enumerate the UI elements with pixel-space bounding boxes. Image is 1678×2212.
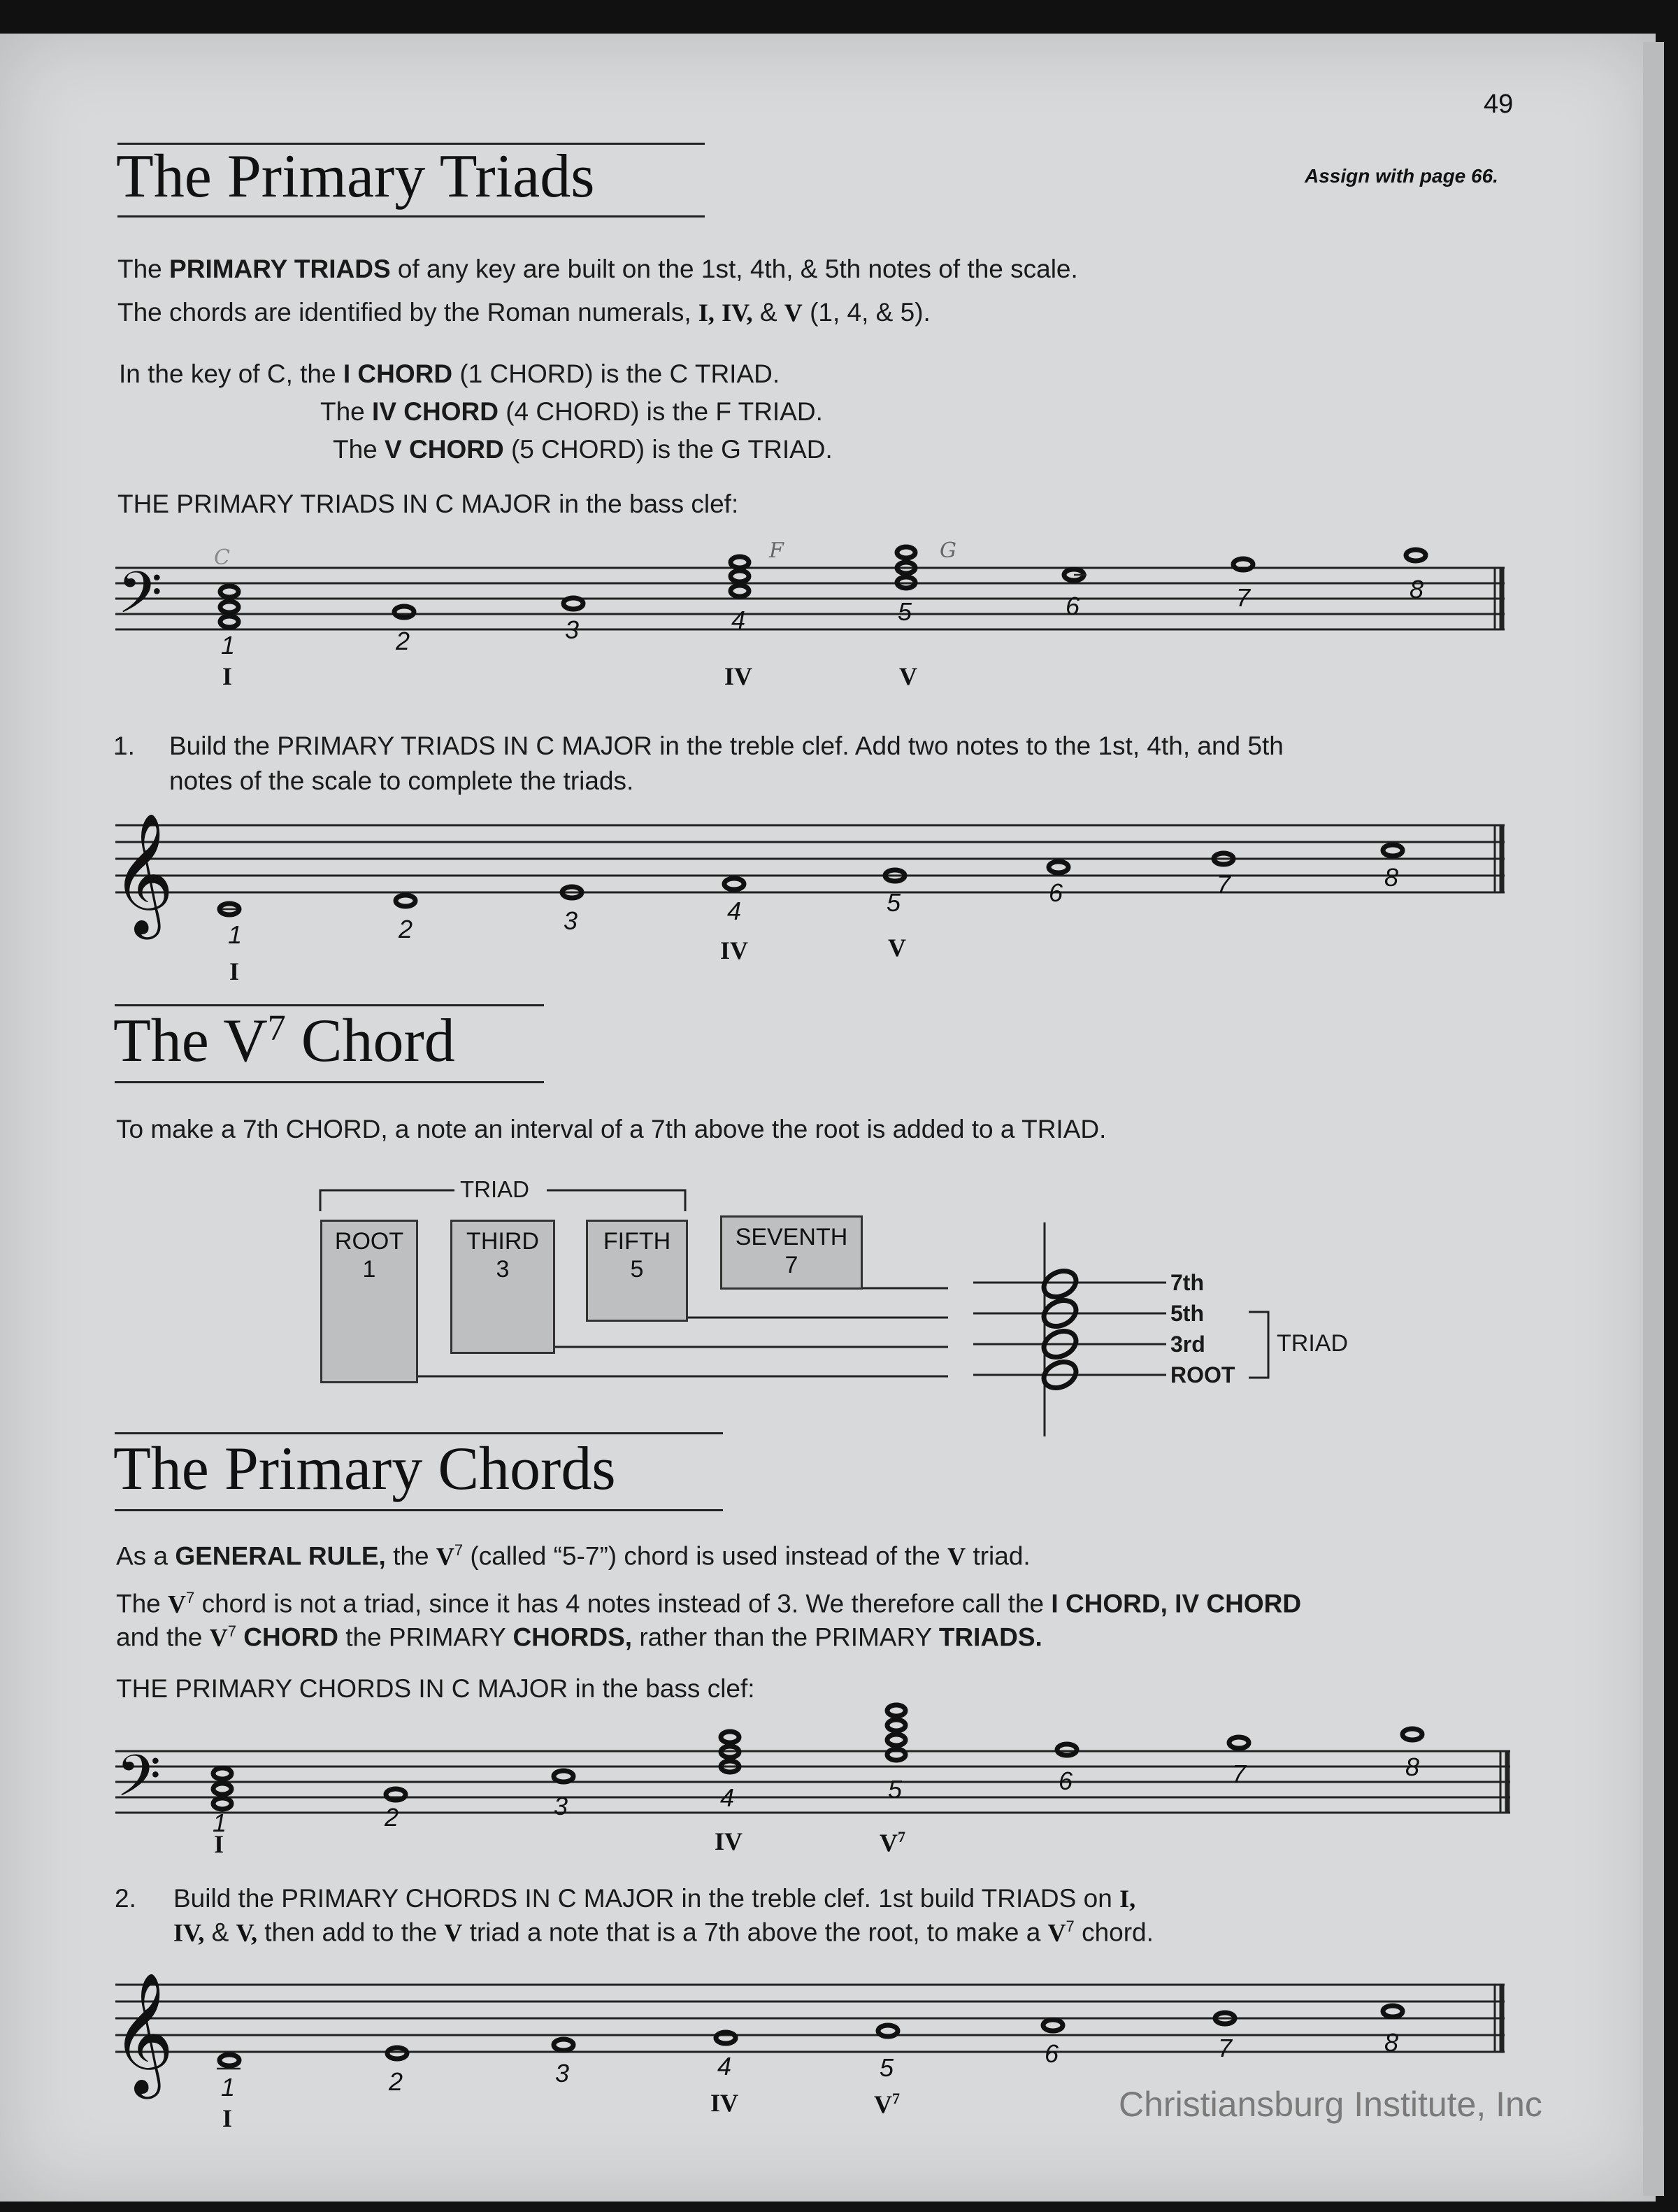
degree-label: 7: [1232, 1760, 1247, 1788]
treble-clef-icon: 𝄞: [112, 813, 174, 934]
numeral-iv: IV: [715, 1827, 743, 1855]
treble-clef-icon: 𝄞: [112, 1972, 174, 2094]
handwritten-note-f: F: [769, 538, 784, 563]
degree-label: 8: [1405, 1753, 1420, 1781]
degree-label: 7: [1236, 583, 1251, 612]
degree-label: 6: [1059, 1767, 1073, 1795]
degree-label: 3: [565, 615, 580, 644]
numeral-v7: $V^7$: [874, 2090, 900, 2118]
degree-label: 3: [564, 906, 578, 935]
exercise-1-line2: notes of the scale to complete the triads.: [169, 766, 634, 795]
exercise-2-line2: IV, & V, then add to the V triad a note that is a 7th above the root, to make a $V^7$ chord.: [173, 1918, 1154, 1947]
exercise-2-line1: Build the PRIMARY CHORDS IN C MAJOR in the treble clef. 1st build TRIADS on I,: [173, 1884, 1136, 1913]
numeral-i: I: [214, 1830, 224, 1858]
assign-note: Assign with page 66.: [1305, 165, 1498, 187]
numeral-i: I: [222, 662, 233, 690]
numeral-iv: IV: [710, 2089, 739, 2117]
box-root-label: ROOT: [334, 1228, 404, 1255]
degree-label: 1: [221, 2073, 236, 2102]
section-title-primary-chords: The Primary Chords: [113, 1435, 616, 1503]
degree-label: 3: [555, 2059, 570, 2088]
numeral-i: I: [222, 2104, 233, 2132]
degree-label: 7: [1217, 870, 1231, 899]
degree-label: 1: [228, 920, 243, 949]
chord-tone-label-5th: 5th: [1170, 1301, 1204, 1326]
numeral-iv: IV: [724, 662, 753, 690]
degree-label: 7: [1218, 2034, 1233, 2062]
exercise-2-number: 2.: [115, 1884, 136, 1913]
box-third-label: THIRD: [466, 1228, 539, 1255]
degree-label: 3: [554, 1792, 568, 1820]
page-number: 49: [1484, 90, 1514, 119]
box-fifth-label: FIFTH: [603, 1228, 671, 1255]
bass-staff-label-chords: THE PRIMARY CHORDS IN C MAJOR in the bass clef:: [116, 1674, 755, 1703]
degree-label: 8: [1410, 575, 1424, 604]
numeral-i: I: [229, 957, 240, 985]
degree-label: 1: [213, 1808, 227, 1837]
degree-label: 5: [880, 2053, 894, 2082]
numeral-iv: IV: [720, 936, 749, 964]
box-seventh-number: 7: [784, 1252, 798, 1278]
degree-label: 2: [396, 627, 410, 655]
diagram-triad-bracket-label: TRIAD: [460, 1176, 529, 1202]
degree-label: 6: [1049, 878, 1063, 907]
watermark: Christiansburg Institute, Inc: [1119, 2085, 1542, 2124]
intro-paragraph-2: The chords are identified by the Roman numerals, I, IV, & V (1, 4, & 5).: [117, 298, 931, 327]
degree-label: 2: [385, 1803, 399, 1832]
chord-tone-label-7th: 7th: [1170, 1270, 1204, 1295]
degree-label: 2: [389, 2067, 403, 2096]
degree-label: 4: [731, 606, 746, 634]
numeral-v: V: [899, 662, 917, 690]
box-seventh-label: SEVENTH: [735, 1224, 848, 1250]
degree-label: 2: [399, 915, 413, 943]
box-fifth-number: 5: [630, 1256, 644, 1283]
degree-label: 6: [1066, 592, 1080, 620]
triad-side-label: TRIAD: [1277, 1330, 1348, 1357]
line-v-chord: The V CHORD (5 CHORD) is the G TRIAD.: [333, 435, 833, 464]
degree-label: 5: [898, 597, 912, 626]
numeral-v: V: [888, 934, 906, 962]
line-i-chord: In the key of C, the I CHORD (1 CHORD) is the C TRIAD.: [119, 359, 780, 388]
degree-label: 4: [727, 897, 742, 925]
section-title-primary-triads: The Primary Triads: [116, 143, 595, 211]
exercise-1-line1: Build the PRIMARY TRIADS IN C MAJOR in the treble clef. Add two notes to the 1st, 4th, and 5th: [169, 732, 1284, 760]
degree-label: 4: [720, 1783, 735, 1812]
box-root-number: 1: [362, 1256, 376, 1283]
box-third-number: 3: [496, 1256, 510, 1283]
primary-chords-paragraph-line1: The $V^7$ chord is not a triad, since it has 4 notes instead of 3. We therefore call the I CHORD, IV CHORD: [116, 1589, 1302, 1618]
v7-intro: To make a 7th CHORD, a note an interval of a 7th above the root is added to a TRIAD.: [116, 1115, 1107, 1143]
intro-paragraph-1: The PRIMARY TRIADS of any key are built on the 1st, 4th, & 5th notes of the scale.: [117, 255, 1078, 283]
degree-label: 6: [1045, 2039, 1059, 2068]
handwritten-note-g: G: [940, 538, 956, 563]
handwritten-note-c: C: [214, 545, 230, 570]
primary-chords-paragraph-line2: and the $V^7$ CHORD the PRIMARY CHORDS, rather than the PRIMARY TRIADS.: [116, 1622, 1042, 1652]
section-title-v7-chord: The $V^7$ Chord: [113, 1007, 455, 1075]
degree-label: 5: [887, 888, 901, 917]
bass-staff-label-triads: THE PRIMARY TRIADS IN C MAJOR in the bass clef:: [117, 490, 739, 518]
degree-label: 1: [221, 631, 236, 659]
line-iv-chord: The IV CHORD (4 CHORD) is the F TRIAD.: [320, 397, 823, 426]
exercise-1-number: 1.: [113, 732, 135, 760]
bass-clef-icon: 𝄢: [117, 559, 163, 641]
bass-clef-icon: 𝄢: [116, 1742, 162, 1824]
degree-label: 8: [1384, 2028, 1399, 2057]
degree-label: 8: [1384, 863, 1399, 892]
chord-tone-label-root: ROOT: [1170, 1362, 1235, 1387]
chord-tone-label-3rd: 3rd: [1170, 1332, 1205, 1357]
degree-label: 5: [888, 1775, 903, 1804]
numeral-v7: $V^7$: [880, 1828, 905, 1857]
degree-label: 4: [717, 2052, 732, 2081]
general-rule-line: As a GENERAL RULE, the $V^7$ (called “5-7”) chord is used instead of the V triad.: [116, 1541, 1031, 1571]
